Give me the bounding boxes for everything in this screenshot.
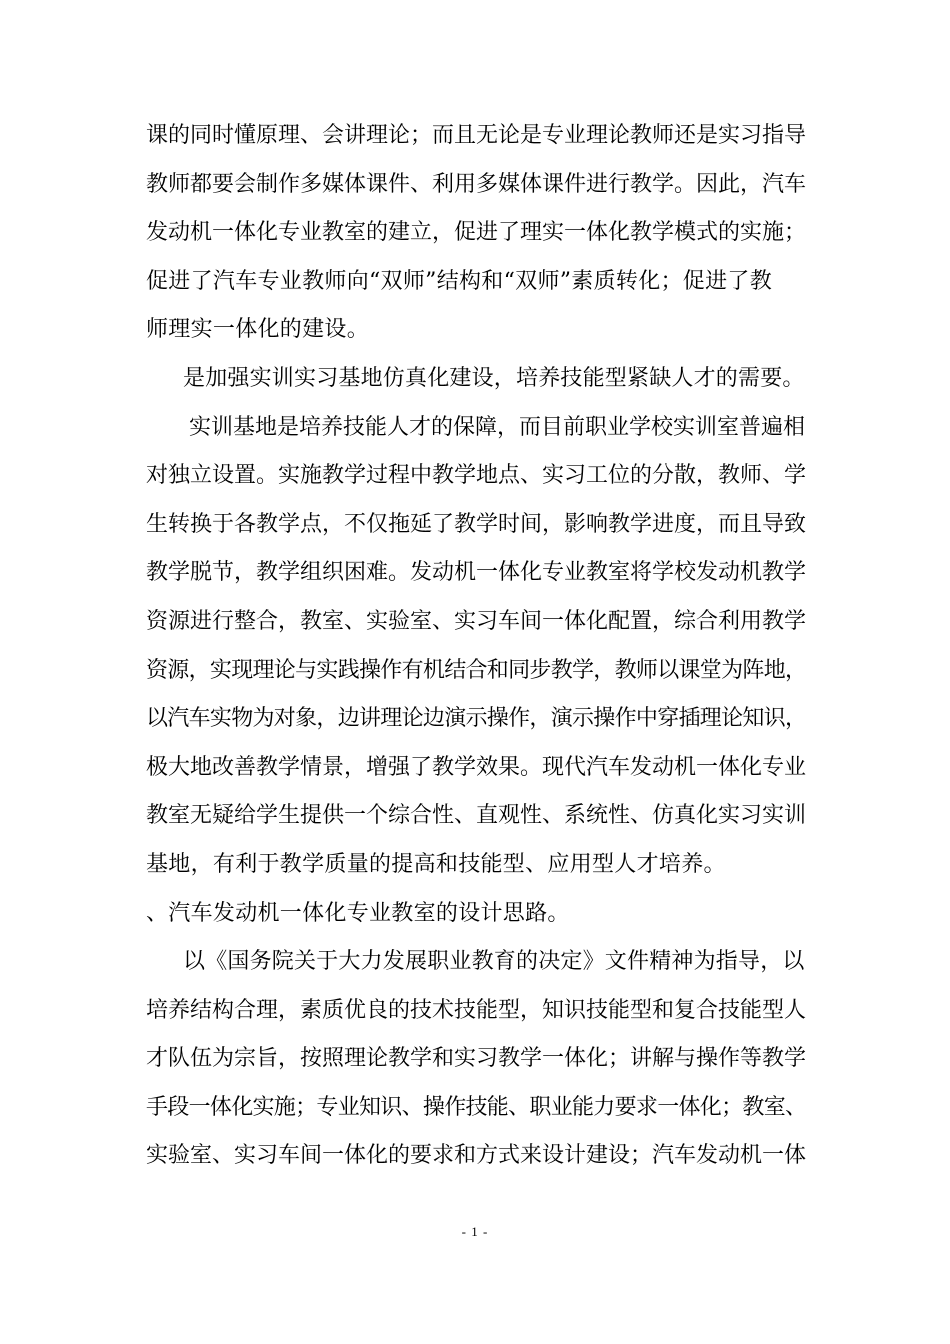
- text-line: 培养结构合理，素质优良的技术技能型，知识技能型和复合技能型人: [146, 997, 807, 1023]
- text-line: 资源进行整合，教室、实验室、实习车间一体化配置，综合利用教学: [146, 608, 807, 634]
- page-number: - 1 -: [461, 1224, 489, 1239]
- text-line: 对独立设置。实施教学过程中教学地点、实习工位的分散，教师、学: [146, 463, 807, 489]
- section-heading: 、汽车发动机一体化专业教室的设计思路。: [146, 900, 570, 926]
- text-line: 实验室、实习车间一体化的要求和方式来设计建设；汽车发动机一体: [146, 1143, 807, 1169]
- text-line: 基地，有利于教学质量的提高和技能型、应用型人才培养。: [146, 851, 726, 877]
- text-line: 极大地改善教学情景，增强了教学效果。现代汽车发动机一体化专业: [146, 754, 807, 780]
- text-line: 生转换于各教学点，不仅拖延了教学时间，影响教学进度，而且导致: [146, 511, 807, 537]
- text-line: 师理实一体化的建设。: [146, 317, 370, 343]
- text-line: 教室无疑给学生提供一个综合性、直观性、系统性、仿真化实习实训: [146, 803, 807, 829]
- text-line: 课的同时懂原理、会讲理论；而且无论是专业理论教师还是实习指导: [146, 123, 807, 148]
- text-line: 教学脱节，教学组织困难。发动机一体化专业教室将学校发动机教学: [146, 560, 807, 586]
- text-line: 资源，实现理论与实践操作有机结合和同步教学，教师以课堂为阵地，: [146, 657, 807, 683]
- text-line: 手段一体化实施；专业知识、操作技能、职业能力要求一体化；教室、: [146, 1094, 807, 1120]
- text-line: 才队伍为宗旨，按照理论教学和实习教学一体化；讲解与操作等教学: [146, 1046, 807, 1072]
- text-line: 是加强实训实习基地仿真化建设，培养技能型紧缺人才的需要。: [183, 365, 805, 391]
- text-line: 以汽车实物为对象，边讲理论边演示操作，演示操作中穿插理论知识，: [146, 706, 807, 732]
- text-line: 促进了汽车专业教师向“双师”结构和“双师”素质转化；促进了教: [146, 268, 772, 294]
- text-line: 实训基地是培养技能人才的保障，而目前职业学校实训室普遍相: [189, 414, 806, 440]
- text-line: 发动机一体化专业教室的建立，促进了理实一体化教学模式的实施；: [146, 220, 807, 246]
- text-line: 教师都要会制作多媒体课件、利用多媒体课件进行教学。因此，汽车: [146, 171, 807, 197]
- document-body: [146, 112, 806, 1181]
- text-line: 以《国务院关于大力发展职业教育的决定》文件精神为指导，以: [183, 949, 805, 975]
